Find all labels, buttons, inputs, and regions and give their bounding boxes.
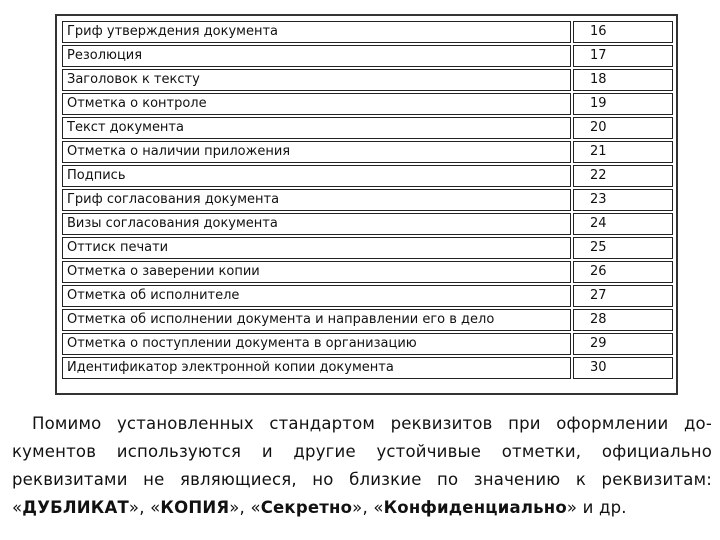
table-row <box>62 69 673 91</box>
requisites-table-frame <box>55 14 678 395</box>
table-row <box>62 165 673 187</box>
quote-mark: « <box>250 498 261 517</box>
requisite-name-cell: Отметка о наличии приложения <box>62 141 571 163</box>
table-row <box>62 309 673 331</box>
quote-mark: » <box>352 498 363 517</box>
requisite-name-cell: Оттиск печати <box>62 237 571 259</box>
paragraph-line <box>12 494 712 522</box>
requisite-number-cell: 20 <box>573 117 673 139</box>
paragraph-tail: и др. <box>577 498 627 517</box>
table-row <box>62 93 673 115</box>
paragraph-line: реквизитами не являющиеся, но близкие по значению к реквизитам: <box>12 470 712 489</box>
requisite-number-cell: 30 <box>573 357 673 379</box>
requisite-name-cell: Отметка о заверении копии <box>62 261 571 283</box>
requisite-number-cell: 23 <box>573 189 673 211</box>
body-paragraph <box>12 410 712 522</box>
table-row <box>62 237 673 259</box>
requisite-number-cell: 19 <box>573 93 673 115</box>
requisite-name-cell: Отметка о поступлении документа в организацию <box>62 333 571 355</box>
term-copy: КОПИЯ <box>160 498 230 517</box>
table-row <box>62 357 673 379</box>
table-row <box>62 189 673 211</box>
separator: , <box>139 498 151 517</box>
requisite-number-cell: 17 <box>573 45 673 67</box>
quote-mark: » <box>229 498 240 517</box>
requisite-name-cell: Резолюция <box>62 45 571 67</box>
requisite-name-cell: Гриф согласования документа <box>62 189 571 211</box>
separator: , <box>239 498 251 517</box>
requisite-number-cell: 22 <box>573 165 673 187</box>
quote-mark: « <box>373 498 384 517</box>
table-row <box>62 141 673 163</box>
table-row <box>62 21 673 43</box>
table-row <box>62 45 673 67</box>
requisite-number-cell: 26 <box>573 261 673 283</box>
requisite-name-cell: Отметка о контроле <box>62 93 571 115</box>
term-duplicate: ДУБЛИКАТ <box>22 498 129 517</box>
requisite-number-cell: 21 <box>573 141 673 163</box>
requisite-name-cell: Текст документа <box>62 117 571 139</box>
separator: , <box>362 498 374 517</box>
requisite-name-cell: Заголовок к тексту <box>62 69 571 91</box>
quote-mark: « <box>150 498 161 517</box>
table-row <box>62 333 673 355</box>
requisite-name-cell: Визы согласования документа <box>62 213 571 235</box>
requisite-name-cell: Отметка об исполнителе <box>62 285 571 307</box>
table-row <box>62 117 673 139</box>
requisite-name-cell: Отметка об исполнении документа и направлении его в дело <box>62 309 571 331</box>
table-row <box>62 261 673 283</box>
term-confidential: Конфиденциально <box>383 498 567 517</box>
quote-mark: » <box>128 498 140 517</box>
requisite-name-cell: Идентификатор электронной копии документа <box>62 357 571 379</box>
requisite-number-cell: 29 <box>573 333 673 355</box>
term-secret: Секретно <box>260 498 353 517</box>
table-row <box>62 213 673 235</box>
paragraph-line: Помимо установленных стандартом реквизитов при оформлении до- <box>32 414 712 433</box>
requisite-name-cell: Гриф утверждения документа <box>62 21 571 43</box>
requisite-number-cell: 27 <box>573 285 673 307</box>
requisite-number-cell: 18 <box>573 69 673 91</box>
quote-mark: » <box>566 498 578 517</box>
requisite-number-cell: 25 <box>573 237 673 259</box>
quote-mark: « <box>12 498 23 517</box>
requisite-name-cell: Подпись <box>62 165 571 187</box>
paragraph-line: кументов используются и другие устойчивые отметки, официально <box>12 442 712 461</box>
requisite-number-cell: 24 <box>573 213 673 235</box>
requisite-number-cell: 28 <box>573 309 673 331</box>
requisite-number-cell: 16 <box>573 21 673 43</box>
requisites-table <box>60 19 675 381</box>
table-row <box>62 285 673 307</box>
